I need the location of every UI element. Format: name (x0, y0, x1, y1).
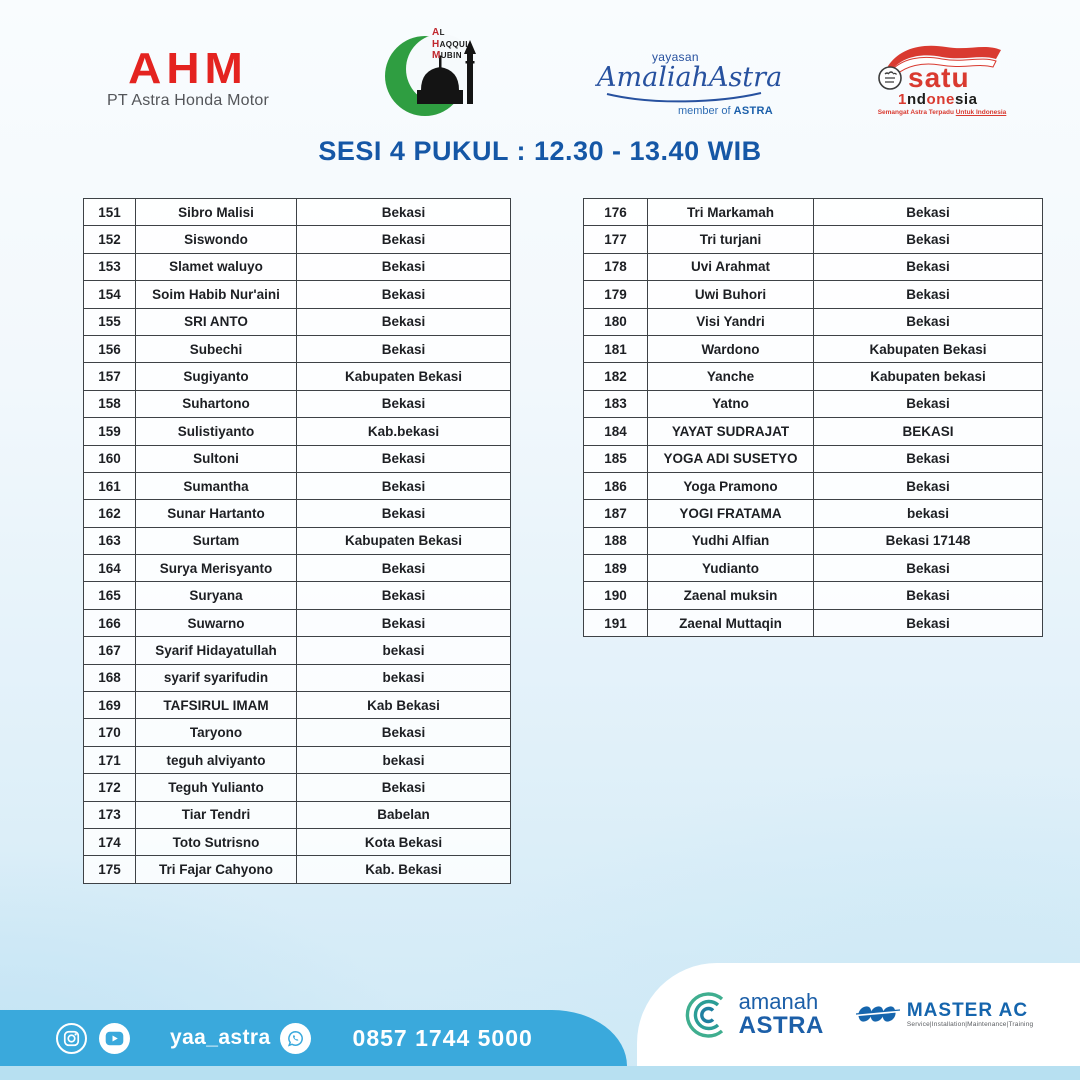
name-cell: Sugiyanto (136, 363, 297, 390)
no-cell: 162 (84, 500, 136, 527)
no-cell: 180 (584, 308, 648, 335)
table-row (84, 199, 511, 226)
no-cell: 179 (584, 281, 648, 308)
satu-text: satu (908, 62, 970, 93)
no-cell: 159 (84, 418, 136, 445)
city-cell: bekasi (297, 664, 511, 691)
amanah-arcs-icon (684, 991, 730, 1039)
no-cell: 185 (584, 445, 648, 472)
youtube-icon (99, 1023, 130, 1054)
table-row (584, 418, 1043, 445)
bottom-strip (0, 1066, 1080, 1080)
ahm-logo (98, 43, 278, 110)
no-cell: 175 (84, 856, 136, 883)
table-row (84, 418, 511, 445)
no-cell: 181 (584, 335, 648, 362)
city-cell: Bekasi (814, 308, 1043, 335)
city-cell: Bekasi (297, 719, 511, 746)
table-row (84, 609, 511, 636)
city-cell: BEKASI (814, 418, 1043, 445)
no-cell: 157 (84, 363, 136, 390)
city-cell: Kabupaten Bekasi (814, 335, 1043, 362)
no-cell: 160 (84, 445, 136, 472)
no-cell: 177 (584, 226, 648, 253)
master-ac-tagline: Service|Installation|Maintenance|Training (906, 1021, 1034, 1029)
table-row (584, 335, 1043, 362)
phone-number: 0857 1744 5000 (352, 1024, 533, 1051)
astra-text: ASTRA (733, 105, 773, 118)
name-cell: Suwarno (136, 609, 297, 636)
participants-table-right (583, 198, 1043, 637)
no-cell: 153 (84, 253, 136, 280)
no-cell: 156 (84, 335, 136, 362)
name-cell: Soim Habib Nur'aini (136, 281, 297, 308)
no-cell: 172 (84, 774, 136, 801)
table-row (584, 555, 1043, 582)
name-cell: Subechi (136, 335, 297, 362)
table-row (84, 801, 511, 828)
no-cell: 166 (84, 609, 136, 636)
table-row (584, 226, 1043, 253)
name-cell: Tri Fajar Cahyono (136, 856, 297, 883)
no-cell: 164 (84, 555, 136, 582)
table-row (84, 527, 511, 554)
city-cell: Bekasi (297, 500, 511, 527)
city-cell: Bekasi (297, 609, 511, 636)
city-cell: Bekasi (814, 609, 1043, 636)
indonesia-text: 1ndonesia (898, 91, 978, 108)
session-title: SESI 4 PUKUL : 12.30 - 13.40 WIB (318, 136, 762, 166)
name-cell: Yanche (648, 363, 814, 390)
name-cell: syarif syarifudin (136, 664, 297, 691)
no-cell: 161 (84, 472, 136, 499)
name-cell: Yudianto (648, 555, 814, 582)
city-cell: Bekasi (297, 226, 511, 253)
city-cell: Kabupaten Bekasi (297, 527, 511, 554)
city-cell: Bekasi (297, 253, 511, 280)
name-cell: SRI ANTO (136, 308, 297, 335)
table-row (84, 746, 511, 773)
name-cell: Tiar Tendri (136, 801, 297, 828)
name-cell: Visi Yandri (648, 308, 814, 335)
master-ac-logo (856, 998, 1033, 1032)
fist-icon (876, 64, 904, 92)
table-row (584, 199, 1043, 226)
table-row (84, 390, 511, 417)
member-of-astra (597, 105, 773, 117)
amaliah-astra-logo (597, 50, 783, 118)
name-cell: Tri Markamah (648, 199, 814, 226)
no-cell: 190 (584, 582, 648, 609)
name-cell: Sibro Malisi (136, 199, 297, 226)
participants-table-left (83, 198, 511, 884)
table-row (84, 363, 511, 390)
city-cell: Bekasi (814, 226, 1043, 253)
no-cell: 187 (584, 500, 648, 527)
table-row (84, 828, 511, 855)
name-cell: Sunar Hartanto (136, 500, 297, 527)
city-cell: Bekasi (297, 582, 511, 609)
al-haqqul-mubin-logo (383, 24, 493, 122)
name-cell: Tri turjani (648, 226, 814, 253)
no-cell: 169 (84, 692, 136, 719)
table-row (584, 363, 1043, 390)
city-cell: Bekasi 17148 (814, 527, 1043, 554)
master-ac-text: MASTER AC (906, 999, 1029, 1021)
city-cell: Kab.bekasi (297, 418, 511, 445)
member-of-text: member of (677, 105, 731, 118)
city-cell: Bekasi (297, 199, 511, 226)
amaliah-astra-script: AmaliahAstra (597, 62, 783, 93)
whatsapp-icon (280, 1023, 311, 1054)
no-cell: 174 (84, 828, 136, 855)
city-cell: bekasi (297, 637, 511, 664)
name-cell: Wardono (648, 335, 814, 362)
yayasan-text: yayasan (652, 50, 699, 64)
instagram-icon (56, 1023, 87, 1054)
logo-line: AL (432, 27, 445, 38)
name-cell: Toto Sutrisno (136, 828, 297, 855)
table-row (584, 281, 1043, 308)
no-cell: 154 (84, 281, 136, 308)
footer-contact-bar (0, 1010, 627, 1066)
name-cell: Sultoni (136, 445, 297, 472)
table-row (84, 664, 511, 691)
table-row (584, 308, 1043, 335)
table-row (84, 582, 511, 609)
name-cell: Yatno (648, 390, 814, 417)
city-cell: Bekasi (297, 335, 511, 362)
al-haqqul-mubin-text (432, 27, 471, 62)
table-row (84, 719, 511, 746)
name-cell: Zaenal Muttaqin (648, 609, 814, 636)
logo-line: HAQQUL (432, 38, 471, 50)
city-cell: Bekasi (297, 472, 511, 499)
satu-tagline: Semangat Astra Terpadu Untuk Indonesia (877, 109, 1007, 116)
table-row (584, 500, 1043, 527)
no-cell: 152 (84, 226, 136, 253)
name-cell: YAYAT SUDRAJAT (648, 418, 814, 445)
name-cell: Yoga Pramono (648, 472, 814, 499)
table-row (584, 253, 1043, 280)
table-row (84, 281, 511, 308)
name-cell: YOGA ADI SUSETYO (648, 445, 814, 472)
name-cell: TAFSIRUL IMAM (136, 692, 297, 719)
table-row (584, 445, 1043, 472)
master-ac-icon (856, 998, 900, 1032)
city-cell: bekasi (297, 746, 511, 773)
swoosh-underline (603, 92, 765, 104)
city-cell: bekasi (814, 500, 1043, 527)
table-row (84, 253, 511, 280)
table-row (84, 308, 511, 335)
name-cell: Sulistiyanto (136, 418, 297, 445)
no-cell: 191 (584, 609, 648, 636)
city-cell: Bekasi (297, 308, 511, 335)
name-cell: Yudhi Alfian (648, 527, 814, 554)
ahm-logo-subtext: PT Astra Honda Motor (107, 92, 269, 110)
no-cell: 165 (84, 582, 136, 609)
name-cell: Zaenal muksin (648, 582, 814, 609)
no-cell: 183 (584, 390, 648, 417)
table-row (584, 390, 1043, 417)
name-cell: Taryono (136, 719, 297, 746)
name-cell: Surtam (136, 527, 297, 554)
name-cell: Uwi Buhori (648, 281, 814, 308)
no-cell: 163 (84, 527, 136, 554)
ahm-logo-text: AHM (128, 43, 248, 93)
table-row (84, 555, 511, 582)
satu-indonesia-logo (876, 42, 1008, 118)
table-row (584, 582, 1043, 609)
city-cell: Bekasi (814, 281, 1043, 308)
no-cell: 184 (584, 418, 648, 445)
no-cell: 151 (84, 199, 136, 226)
table-row (584, 609, 1043, 636)
table-row (84, 856, 511, 883)
city-cell: Bekasi (297, 281, 511, 308)
name-cell: Teguh Yulianto (136, 774, 297, 801)
logo-line: MUBIN (432, 50, 462, 61)
city-cell: Kabupaten Bekasi (297, 363, 511, 390)
no-cell: 186 (584, 472, 648, 499)
city-cell: Kota Bekasi (297, 828, 511, 855)
no-cell: 178 (584, 253, 648, 280)
amanah-text: amanah (738, 989, 819, 1015)
name-cell: Slamet waluyo (136, 253, 297, 280)
city-cell: Bekasi (814, 555, 1043, 582)
no-cell: 189 (584, 555, 648, 582)
city-cell: Bekasi (297, 390, 511, 417)
table-row (84, 472, 511, 499)
no-cell: 171 (84, 746, 136, 773)
table-row (84, 500, 511, 527)
name-cell: YOGI FRATAMA (648, 500, 814, 527)
no-cell: 167 (84, 637, 136, 664)
table-row (84, 335, 511, 362)
city-cell: Bekasi (814, 253, 1043, 280)
city-cell: Bekasi (814, 390, 1043, 417)
name-cell: Sumantha (136, 472, 297, 499)
name-cell: Suryana (136, 582, 297, 609)
table-row (584, 472, 1043, 499)
table-row (84, 226, 511, 253)
table-row (584, 527, 1043, 554)
table-row (84, 445, 511, 472)
city-cell: Kab Bekasi (297, 692, 511, 719)
no-cell: 155 (84, 308, 136, 335)
social-handle: yaa_astra (170, 1026, 271, 1049)
name-cell: teguh alviyanto (136, 746, 297, 773)
amanah-astra-text: ASTRA (738, 1012, 824, 1040)
name-cell: Uvi Arahmat (648, 253, 814, 280)
city-cell: Bekasi (814, 445, 1043, 472)
no-cell: 176 (584, 199, 648, 226)
footer-sponsor-card (637, 963, 1080, 1066)
city-cell: Bekasi (297, 555, 511, 582)
city-cell: Babelan (297, 801, 511, 828)
table-row (84, 692, 511, 719)
city-cell: Bekasi (297, 445, 511, 472)
no-cell: 182 (584, 363, 648, 390)
amanah-astra-logo (684, 990, 824, 1038)
city-cell: Bekasi (297, 774, 511, 801)
name-cell: Suhartono (136, 390, 297, 417)
table-row (84, 637, 511, 664)
name-cell: Siswondo (136, 226, 297, 253)
city-cell: Bekasi (814, 199, 1043, 226)
city-cell: Kab. Bekasi (297, 856, 511, 883)
name-cell: Surya Merisyanto (136, 555, 297, 582)
city-cell: Bekasi (814, 472, 1043, 499)
city-cell: Bekasi (814, 582, 1043, 609)
name-cell: Syarif Hidayatullah (136, 637, 297, 664)
no-cell: 170 (84, 719, 136, 746)
no-cell: 168 (84, 664, 136, 691)
city-cell: Kabupaten bekasi (814, 363, 1043, 390)
no-cell: 188 (584, 527, 648, 554)
no-cell: 158 (84, 390, 136, 417)
table-row (84, 774, 511, 801)
no-cell: 173 (84, 801, 136, 828)
